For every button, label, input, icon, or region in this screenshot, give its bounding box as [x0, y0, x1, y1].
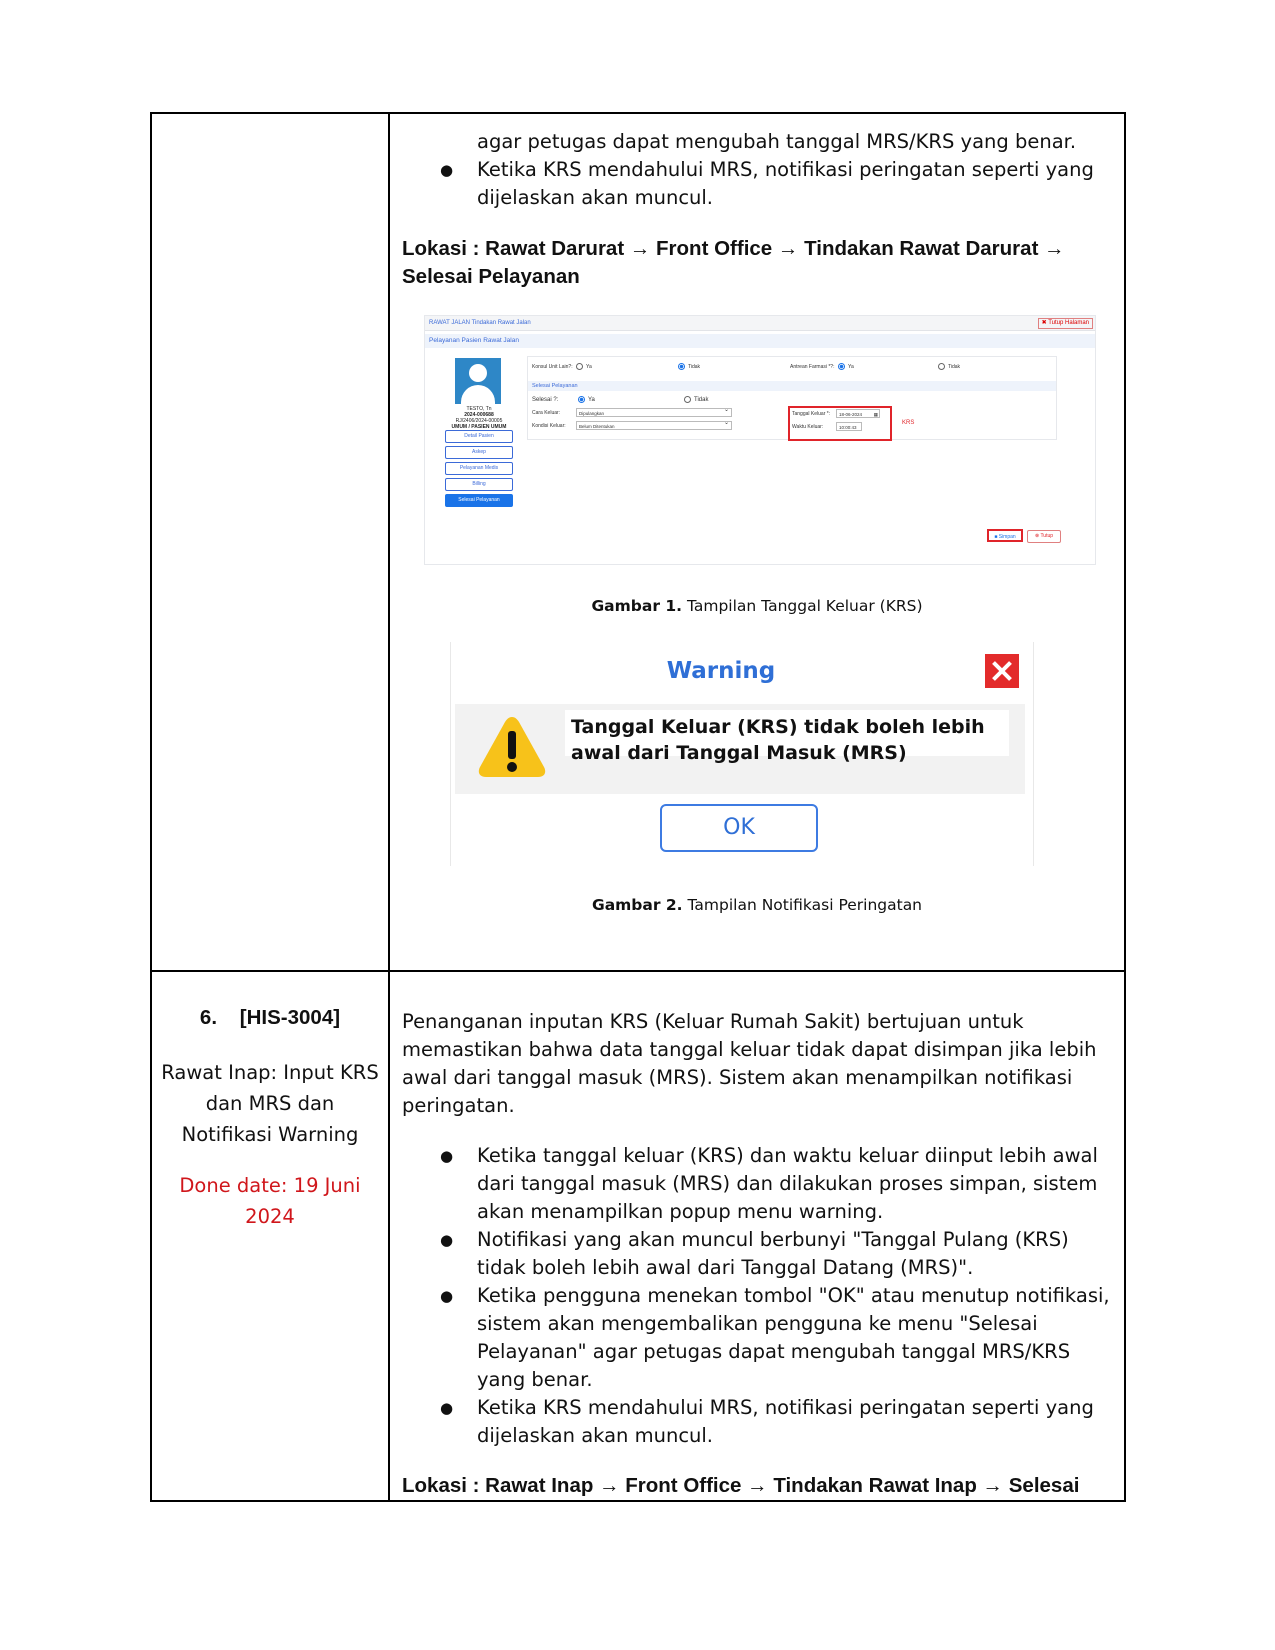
calendar-icon[interactable]: ▦ — [873, 412, 878, 417]
tanggal-keluar-input[interactable]: 18-06-2024 ▦ — [836, 409, 880, 418]
list-item: ● Ketika tanggal keluar (KRS) dan waktu keluar diinput lebih awal dari tanggal masuk (MRS) dan dilakukan proses simpan, sistem akan menampilkan popup menu warning. — [402, 1142, 1112, 1226]
antrean-ya-radio[interactable]: Ya — [838, 363, 854, 370]
tutup-button[interactable]: ⊗ Tutup — [1027, 530, 1061, 543]
lokasi-text — [402, 235, 1112, 291]
pelayanan-medis-button[interactable]: Pelayanan Medis — [445, 462, 513, 475]
kondisi-keluar-label: Kondisi Keluar: — [532, 423, 566, 429]
list-item: ● Notifikasi yang akan muncul berbunyi "Tanggal Pulang (KRS) tidak boleh lebih awal dari Tanggal Datang (MRS)". — [402, 1226, 1112, 1282]
cara-keluar-select[interactable]: Dipulangkan ⌄ — [576, 408, 732, 417]
warning-title: Warning — [666, 658, 776, 684]
warning-dialog — [450, 642, 1034, 866]
radio-icon — [838, 363, 845, 370]
kondisi-keluar-select[interactable]: Belum Ditentukan ⌄ — [576, 421, 732, 430]
bullet-list — [402, 1142, 1112, 1450]
waktu-keluar-input[interactable]: 10:00:43 — [836, 422, 862, 431]
krs-note: KRS — [902, 420, 915, 426]
spec-table — [150, 112, 1126, 1502]
patient-reg: RJ/2406/2024-00005 — [455, 418, 503, 424]
patient-rm: 2024-000688 — [464, 412, 494, 418]
radio-icon — [678, 363, 685, 370]
warning-message: Tanggal Keluar (KRS) tidak boleh lebih awal dari Tanggal Masuk (MRS) — [571, 716, 985, 764]
konsul-tidak-radio[interactable]: Tidak — [678, 363, 700, 370]
selesai-pelayanan-button[interactable]: Selesai Pelayanan — [445, 494, 513, 507]
list-item: dijelaskan akan muncul. — [477, 186, 714, 209]
waktu-keluar-label: Waktu Keluar: — [792, 424, 824, 430]
billing-button[interactable]: Billing — [445, 478, 513, 491]
warning-message-band — [455, 704, 1025, 794]
patient-name: TESTO, Tn — [466, 406, 492, 412]
left-cell-empty — [151, 113, 389, 971]
patient-info — [439, 406, 519, 430]
save-icon: ■ — [994, 534, 999, 540]
figure-1-screenshot — [424, 315, 1096, 565]
breadcrumb-text[interactable]: RAWAT JALAN Tindakan Rawat Jalan — [429, 320, 531, 326]
right-cell — [389, 971, 1125, 1501]
figure-2-caption: Gambar 2. Tampilan Notifikasi Peringatan — [591, 896, 923, 914]
antrean-label: Antrean Farmasi *?: — [790, 364, 835, 370]
list-item: ● Ketika KRS mendahului MRS, notifikasi peringatan seperti yang dijelaskan akan muncul. — [402, 1394, 1112, 1450]
radio-icon — [578, 396, 585, 403]
simpan-button[interactable]: ■ Simpan — [987, 529, 1023, 542]
cara-keluar-label: Cara Keluar: — [532, 410, 561, 416]
right-cell — [389, 113, 1125, 971]
detail-pasien-button[interactable]: Detail Pasien — [445, 430, 513, 443]
close-icon: ⊗ — [1034, 533, 1041, 539]
left-cell-task — [151, 971, 389, 1501]
task-id: 6. [HIS-3004] — [199, 1006, 341, 1029]
figure-1-caption: Gambar 1. Tampilan Tanggal Keluar (KRS) — [591, 597, 923, 615]
ok-button[interactable]: OK — [660, 804, 818, 852]
radio-icon — [938, 363, 945, 370]
patient-type: UMUM / PASIEN UMUM — [451, 424, 507, 430]
radio-icon — [576, 363, 583, 370]
close-page-button[interactable]: ✖ Tutup Halaman — [1038, 318, 1093, 329]
antrean-tidak-radio[interactable]: Tidak — [938, 363, 960, 370]
intro-paragraph: Penanganan inputan KRS (Keluar Rumah Sakit) bertujuan untuk memastikan bahwa data tanggal keluar tidak dapat disimpan jika lebih awal dari tanggal masuk (MRS). Sistem akan menampilkan notifikasi peringatan. — [402, 1010, 1097, 1117]
bullet-list — [402, 128, 1112, 212]
lokasi-line: Lokasi : Rawat Darurat → Front Office → Tindakan Rawat Darurat → — [402, 237, 1065, 260]
askep-button[interactable]: Askep — [445, 446, 513, 459]
task-title: Rawat Inap: Input KRS dan MRS dan Notifikasi Warning — [161, 1061, 379, 1146]
list-item: ● Ketika pengguna menekan tombol "OK" atau menutup notifikasi, sistem akan mengembalikan pengguna ke menu "Selesai Pelayanan" agar petugas dapat mengubah tanggal MRS/KRS yang benar. — [402, 1282, 1112, 1394]
table-row — [151, 971, 1125, 1501]
selesai-section-header: Selesai Pelayanan — [528, 381, 1056, 391]
radio-icon — [684, 396, 691, 403]
selesai-tidak-radio[interactable]: Tidak — [684, 396, 708, 403]
section-title: Pelayanan Pasien Rawat Jalan — [425, 334, 1095, 348]
lokasi-line: Selesai Pelayanan — [402, 265, 580, 288]
selesai-ya-radio[interactable]: Ya — [578, 396, 595, 403]
selesai-label: Selesai ?: — [532, 397, 559, 403]
lokasi-text: Lokasi : Rawat Inap → Front Office → Tindakan Rawat Inap → Selesai — [402, 1474, 1080, 1497]
breadcrumb — [425, 316, 1095, 331]
konsul-label: Konsul Unit Lain?: — [532, 364, 573, 370]
form-panel — [527, 356, 1057, 440]
table-row — [151, 113, 1125, 971]
warning-triangle-icon — [477, 714, 547, 778]
list-item: ● Ketika KRS mendahului MRS, notifikasi peringatan seperti yang — [402, 156, 1112, 184]
konsul-ya-radio[interactable]: Ya — [576, 363, 592, 370]
tanggal-keluar-label: Tanggal Keluar *: — [792, 411, 831, 417]
close-icon[interactable] — [985, 654, 1019, 688]
done-date: Done date: 19 Juni 2024 — [179, 1174, 361, 1228]
avatar-icon — [455, 358, 501, 404]
list-item: agar petugas dapat mengubah tanggal MRS/KRS yang benar. — [477, 130, 1077, 153]
